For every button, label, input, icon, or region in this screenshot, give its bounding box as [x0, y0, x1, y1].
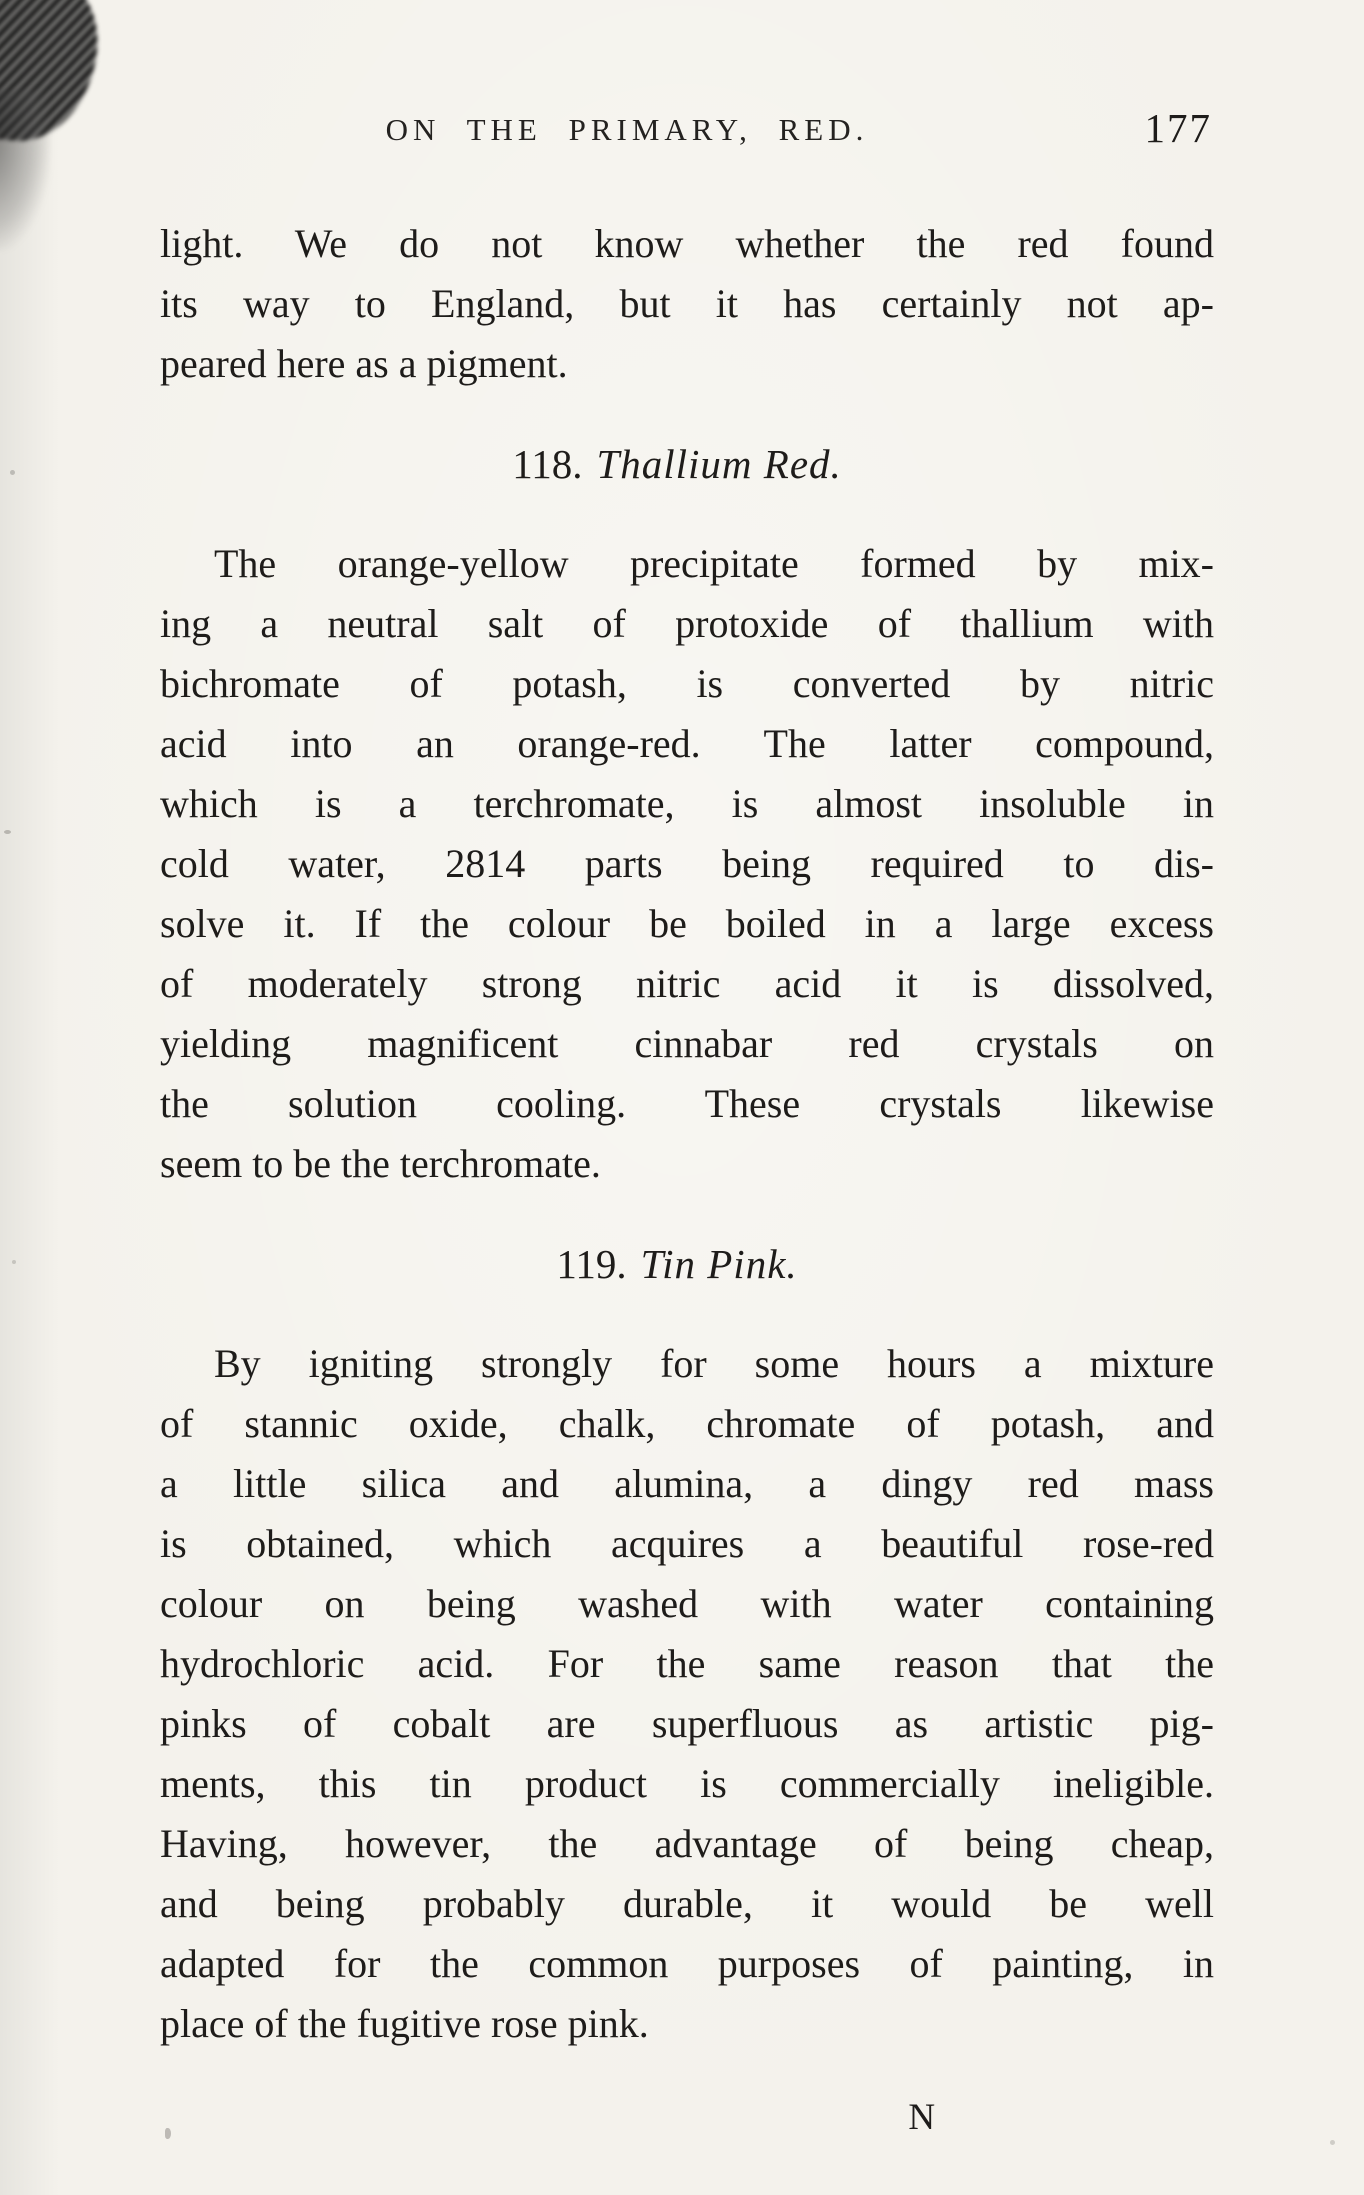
text-line: adapted for the common purposes of painting, in — [160, 1941, 1214, 1986]
page-number: 177 — [1144, 105, 1212, 151]
paragraph-tin-pink — [160, 1334, 1214, 2054]
text-line: of stannic oxide, chalk, chromate of potash, and — [160, 1401, 1214, 1446]
text-line: solve it. If the colour be boiled in a large excess — [160, 901, 1214, 946]
section-heading-tin-pink — [160, 1238, 1214, 1290]
text-line: bichromate of potash, is converted by nitric — [160, 661, 1214, 706]
text-line: Having, however, the advantage of being cheap, — [160, 1821, 1214, 1866]
scan-speck — [12, 1260, 16, 1264]
text-line: ing a neutral salt of protoxide of thallium with — [160, 601, 1214, 646]
text-line: colour on being washed with water containing — [160, 1581, 1214, 1626]
text-column — [160, 214, 1214, 2054]
page-header — [160, 105, 1214, 162]
text-line: ments, this tin product is commercially ineligible. — [160, 1761, 1214, 1806]
page-footer — [160, 2096, 1214, 2156]
text-line: and being probably durable, it would be well — [160, 1881, 1214, 1926]
signature-mark: N — [908, 2097, 936, 2138]
text-line: seem to be the terchromate. — [160, 1141, 601, 1186]
text-line: is obtained, which acquires a beautiful rose-red — [160, 1521, 1214, 1566]
text-line: By igniting strongly for some hours a mixture — [214, 1341, 1214, 1386]
text-line: a little silica and alumina, a dingy red mass — [160, 1461, 1214, 1506]
text-line: peared here as a pigment. — [160, 341, 568, 386]
section-number: 118. — [512, 441, 583, 487]
text-line: cold water, 2814 parts being required to dis- — [160, 841, 1214, 886]
scan-artifact-edge-shade — [0, 90, 50, 250]
text-line: acid into an orange-red. The latter compound, — [160, 721, 1214, 766]
text-line: pinks of cobalt are superfluous as artistic pig- — [160, 1701, 1214, 1746]
scan-speck — [4, 830, 11, 834]
scan-speck — [1330, 2140, 1335, 2145]
paragraph-continuation — [160, 214, 1214, 394]
text-line: hydrochloric acid. For the same reason that the — [160, 1641, 1214, 1686]
text-line: yielding magnificent cinnabar red crystals on — [160, 1021, 1214, 1066]
text-line: light. We do not know whether the red found — [160, 221, 1214, 266]
section-number: 119. — [556, 1241, 627, 1287]
text-line: place of the fugitive rose pink. — [160, 2001, 649, 2046]
text-line: which is a terchromate, is almost insoluble in — [160, 781, 1214, 826]
section-title: Thallium Red. — [596, 441, 842, 487]
section-heading-thallium-red — [160, 438, 1214, 490]
scan-speck — [10, 470, 15, 475]
text-line: The orange-yellow precipitate formed by mix- — [214, 541, 1214, 586]
text-line: of moderately strong nitric acid it is dissolved, — [160, 961, 1214, 1006]
paragraph-thallium-red — [160, 534, 1214, 1194]
text-line: its way to England, but it has certainly not ap- — [160, 281, 1214, 326]
running-title: ON THE PRIMARY, RED. — [385, 112, 869, 147]
text-line: the solution cooling. These crystals likewise — [160, 1081, 1214, 1126]
section-title: Tin Pink. — [640, 1241, 798, 1287]
